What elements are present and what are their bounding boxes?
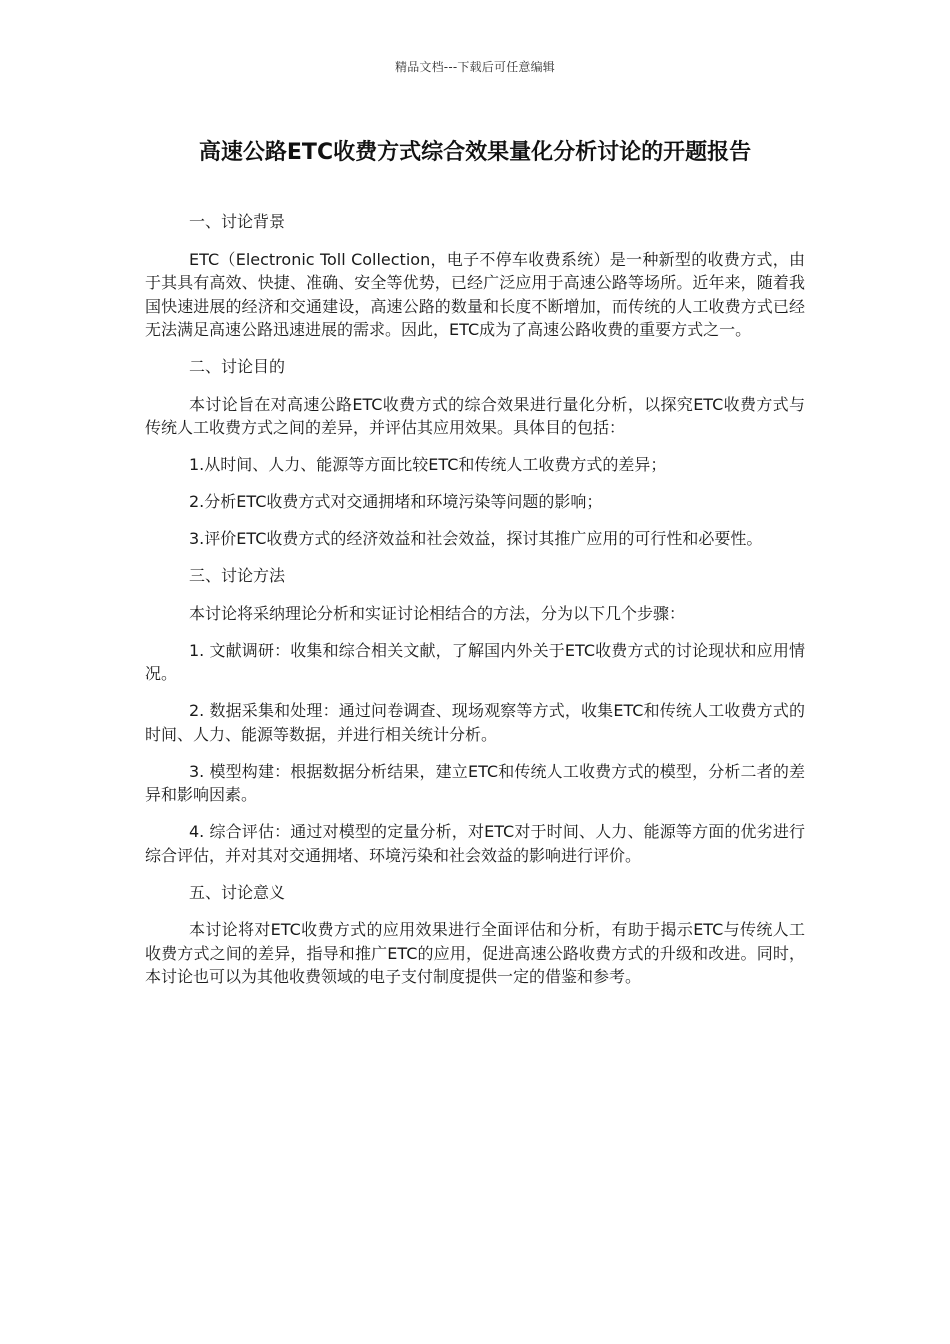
purpose-item-3: 3.评价ETC收费方式的经济效益和社会效益，探讨其推广应用的可行性和必要性。	[189, 529, 763, 548]
section-heading-significance: 五、讨论意义	[189, 882, 286, 902]
paragraph-purpose: 本讨论旨在对高速公路ETC收费方式的综合效果进行量化分析，以探究ETC收费方式与传统人工收费方式之间的差异，并评估其应用效果。具体目的包括：	[145, 394, 805, 437]
method-item-3: 3. 模型构建：根据数据分析结果，建立ETC和传统人工收费方式的模型，分析二者的差异和影响因素。	[145, 761, 805, 804]
header-note: 精品文档---下载后可任意编辑	[395, 60, 555, 74]
document-title: 高速公路ETC收费方式综合效果量化分析讨论的开题报告	[198, 140, 752, 165]
method-item-2: 2. 数据采集和处理：通过问卷调查、现场观察等方式，收集ETC和传统人工收费方式的时间、人力、能源等数据，并进行相关统计分析。	[145, 701, 805, 744]
paragraph-significance: 本讨论将对ETC收费方式的应用效果进行全面评估和分析，有助于揭示ETC与传统人工收费方式之间的差异，指导和推广ETC的应用，促进高速公路收费方式的升级和改进。同时，本讨论也可以为其他收费领域的电子支付制度提供一定的借鉴和参考。	[145, 920, 805, 986]
section-heading-purpose: 二、讨论目的	[189, 357, 286, 376]
purpose-item-1: 1.从时间、人力、能源等方面比较ETC和传统人工收费方式的差异；	[189, 455, 667, 474]
document-body	[145, 210, 805, 1002]
paragraph-method: 本讨论将采纳理论分析和实证讨论相结合的方法，分为以下几个步骤：	[189, 603, 686, 623]
paragraph-background: ETC（Electronic Toll Collection，电子不停车收费系统）是一种新型的收费方式，由于其具有高效、快捷、准确、安全等优势，已经广泛应用于高速公路等场所。近年来，随着我国快速进展的经济和交通建设，高速公路的数量和长度不断增加，而传统的人工收费方式已经无法满足高速公路迅速进展的需求。因此，ETC成为了高速公路收费的重要方式之一。	[145, 249, 805, 339]
section-heading-method: 三、讨论方法	[189, 566, 286, 585]
section-heading-background: 一、讨论背景	[189, 212, 286, 231]
method-item-4: 4. 综合评估：通过对模型的定量分析，对ETC对于时间、人力、能源等方面的优劣进行综合评估，并对其对交通拥堵、环境污染和社会效益的影响进行评价。	[145, 822, 805, 865]
method-item-1: 1. 文献调研：收集和综合相关文献，了解国内外关于ETC收费方式的讨论现状和应用情况。	[145, 640, 805, 683]
purpose-item-2: 2.分析ETC收费方式对交通拥堵和环境污染等问题的影响；	[189, 492, 603, 511]
